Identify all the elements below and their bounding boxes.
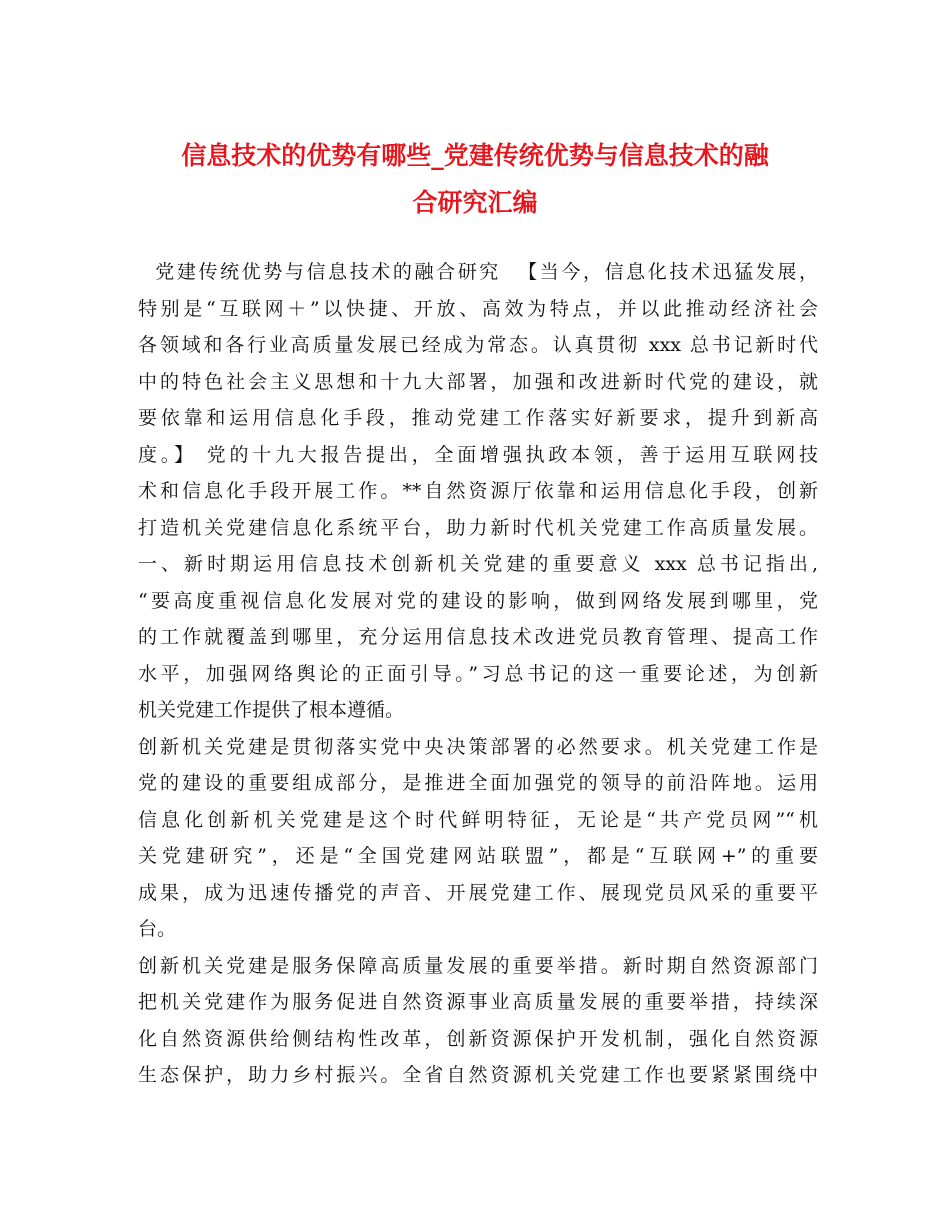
body-line: 的工作就覆盖到哪里，充分运用信息技术改进党员教育管理、提高工作 [138,626,818,648]
body-line: 打造机关党建信息化系统平台，助力新时代机关党建工作高质量发展。 [138,516,818,539]
body-line: 特别是“互联网＋”以快捷、开放、高效为特点，并以此推动经济社会 [138,297,818,320]
title-line: 合研究汇编 [412,188,538,217]
body-line: 台。 [138,918,177,940]
body-line: 生态保护，助力乡村振兴。全省自然资源机关党建工作也要紧紧围绕中 [138,1064,818,1086]
document-body [138,254,818,1094]
body-line: 关党建研究”，还是“全国党建网站联盟”，都是“互联网+”的重要 [138,845,818,867]
body-line: 各领域和各行业高质量发展已经成为常态。认真贯彻 xxx 总书记新时代 [138,334,818,356]
title-line: 信息技术的优势有哪些_党建传统优势与信息技术的融 [181,141,769,170]
body-line: 信息化创新机关党建是这个时代鲜明特征，无论是“共产党员网”“机 [138,808,818,831]
body-line: “要高度重视信息化发展对党的建设的影响，做到网络发展到哪里，党 [138,589,818,612]
body-line: 水平，加强网络舆论的正面引导。”习总书记的这一重要论述，为创新 [138,662,818,685]
body-line: 成果，成为迅速传播党的声音、开展党建工作、展现党员风采的重要平 [138,881,818,904]
body-line: 术和信息化手段开展工作。**自然资源厅依靠和运用信息化手段，创新 [138,480,818,502]
body-line: 创新机关党建是服务保障高质量发展的重要举措。新时期自然资源部门 [138,954,818,977]
body-line: 化自然资源供给侧结构性改革，创新资源保护开发机制，强化自然资源 [138,1027,818,1050]
body-line: 一、新时期运用信息技术创新机关党建的重要意义 xxx 总书记指出, [138,553,818,575]
body-line: 党的建设的重要组成部分，是推进全面加强党的领导的前沿阵地。运用 [138,772,818,794]
body-line: 度。】 党的十九大报告提出，全面增强执政本领，善于运用互联网技 [138,443,818,466]
document-title [138,132,812,226]
body-line: 中的特色社会主义思想和十九大部署，加强和改进新时代党的建设，就 [138,370,818,393]
body-line: 把机关党建作为服务促进自然资源事业高质量发展的重要举措，持续深 [138,991,818,1013]
body-line: 创新机关党建是贯彻落实党中央决策部署的必然要求。机关党建工作是 [138,735,818,758]
body-line: 党建传统优势与信息技术的融合研究 【当今，信息化技术迅猛发展， [138,261,818,283]
body-line: 要依靠和运用信息化手段，推动党建工作落实好新要求，提升到新高 [138,407,818,429]
body-line: 机关党建工作提供了根本遵循。 [138,699,405,721]
